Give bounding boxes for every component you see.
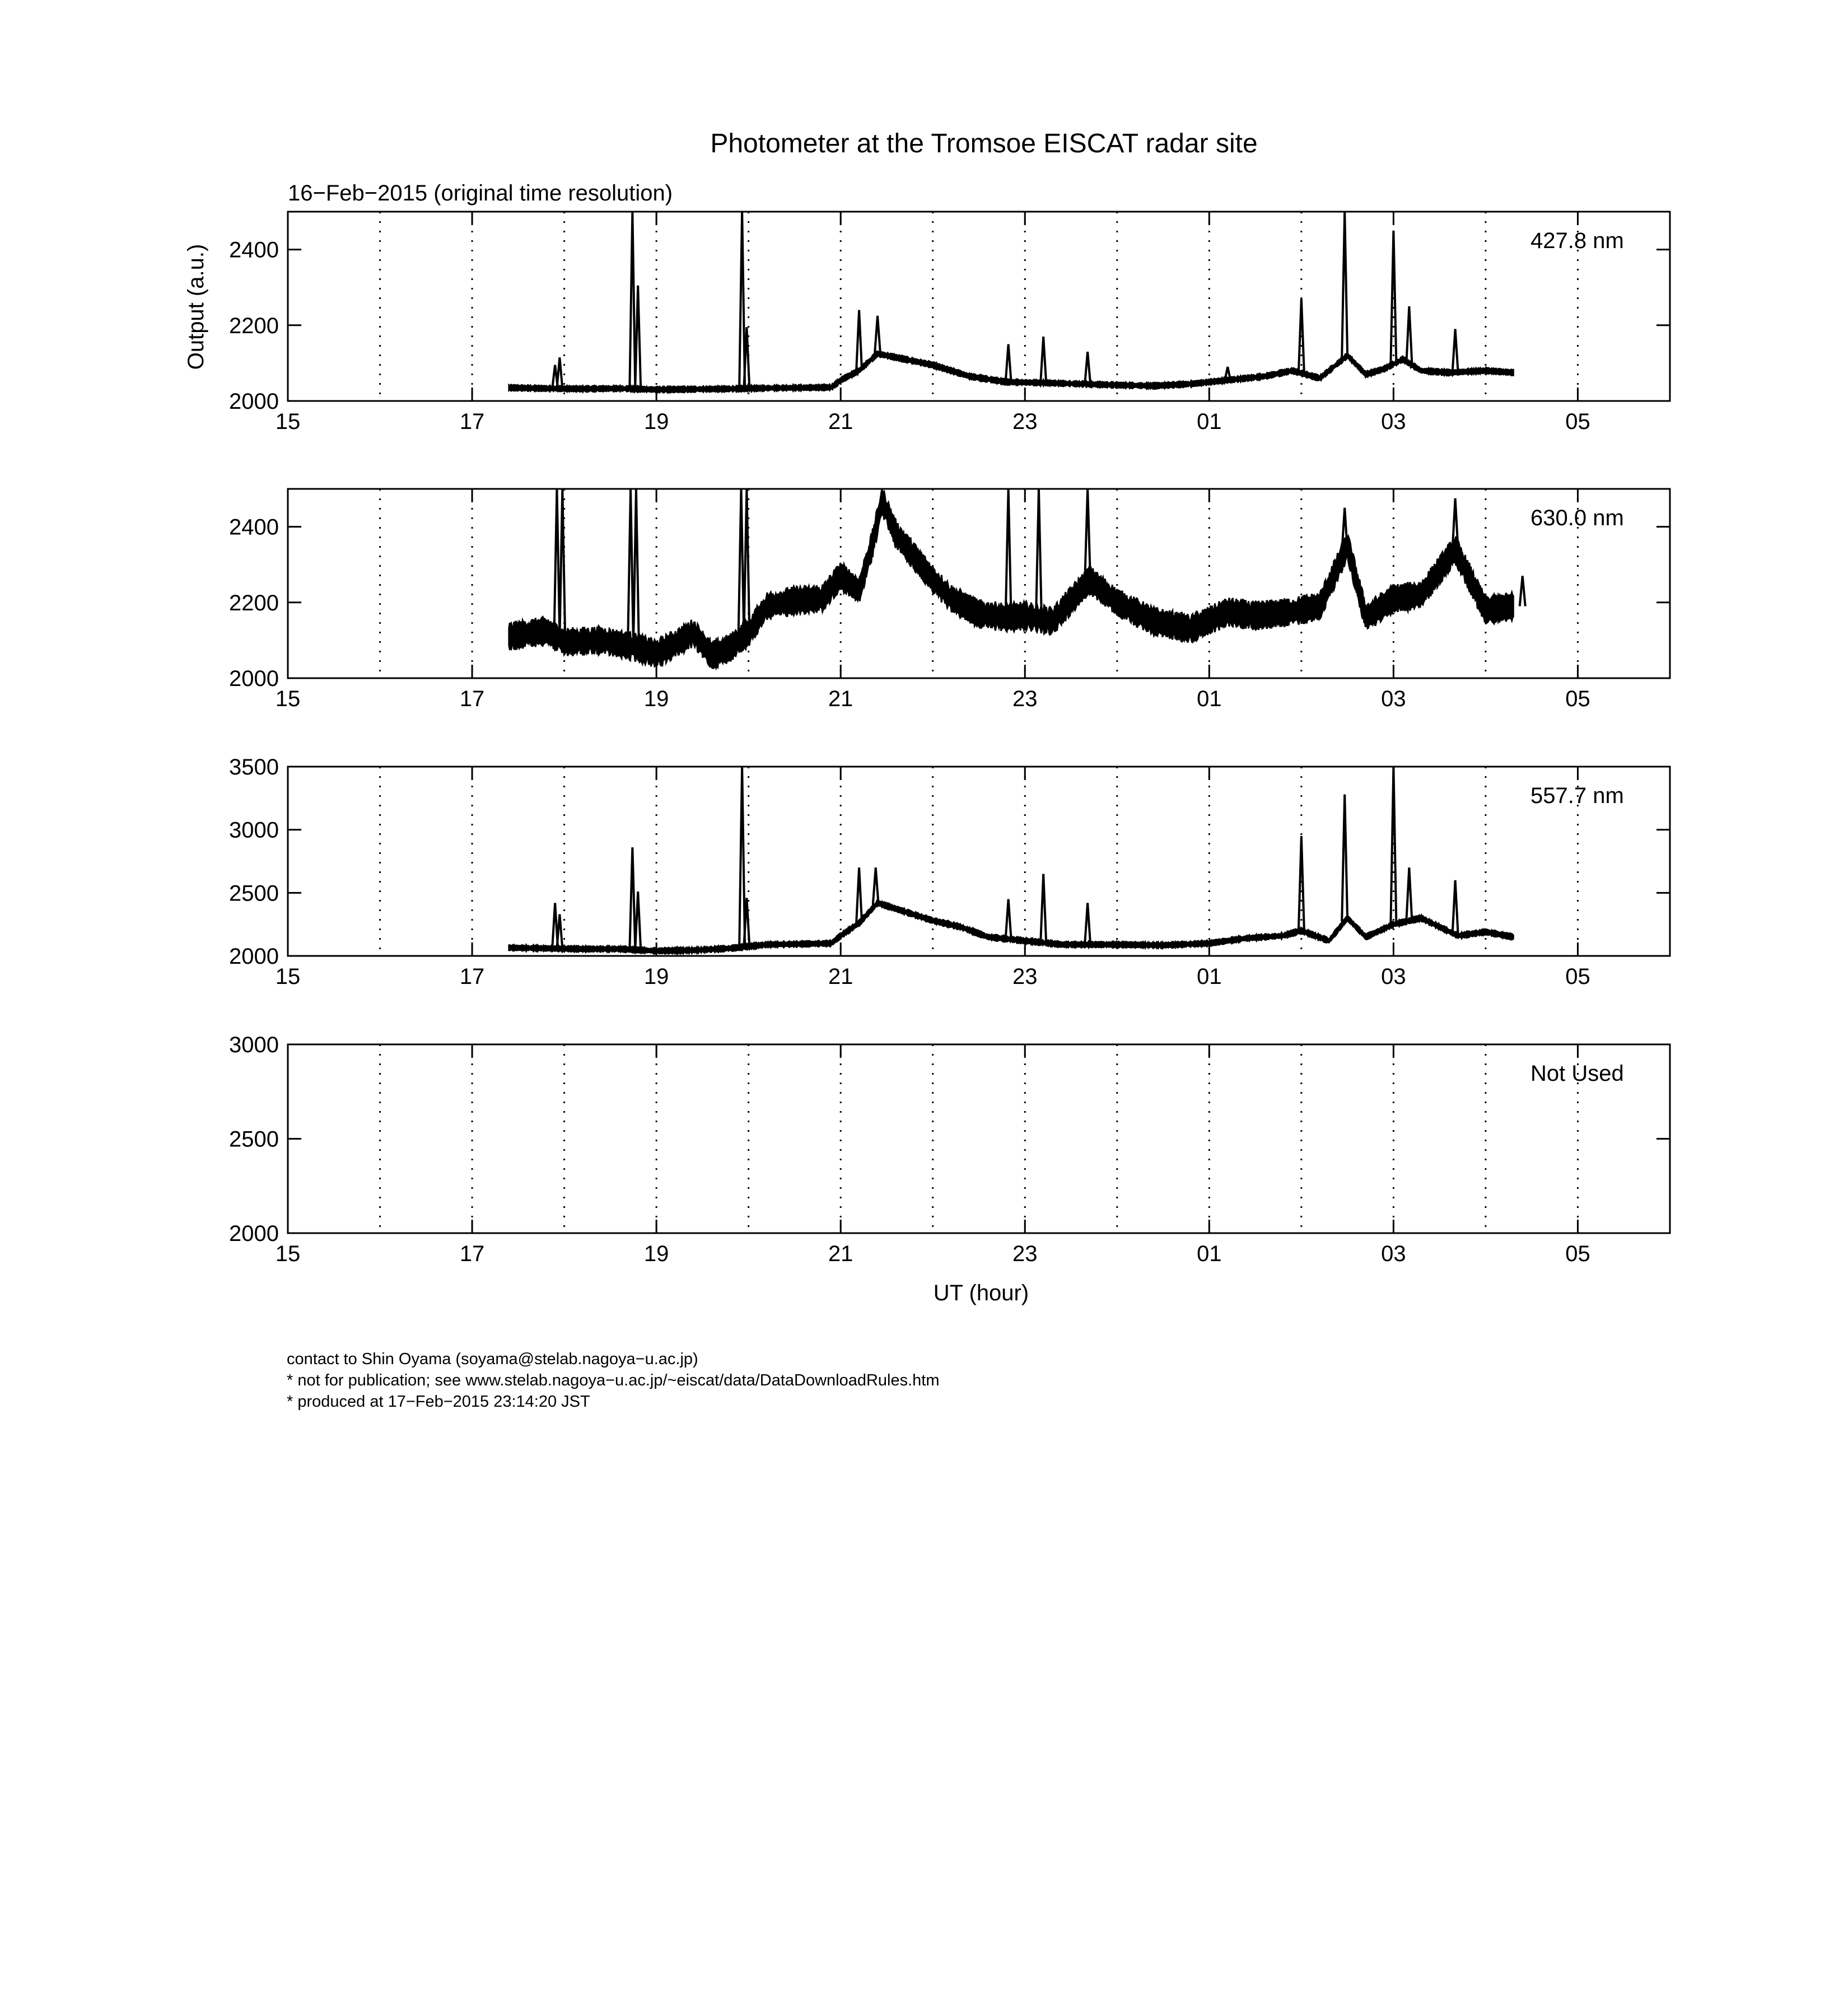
y-tick-label: 2000 [229, 944, 279, 969]
footer-notes [287, 1348, 940, 1412]
data-spike [1390, 231, 1396, 364]
data-spike [1006, 344, 1011, 382]
data-spike [1520, 576, 1525, 606]
x-tick-label: 21 [828, 409, 853, 434]
x-tick-label: 05 [1565, 1242, 1590, 1266]
x-tick-label: 23 [1012, 687, 1038, 711]
data-spike [1406, 867, 1412, 921]
axes-frame [288, 767, 1670, 956]
y-tick-label: 2200 [229, 590, 279, 615]
data-spike [629, 847, 635, 950]
y-axis-label: Output (a.u.) [184, 244, 208, 370]
x-tick-label: 01 [1197, 687, 1222, 711]
x-tick-label: 01 [1197, 964, 1222, 989]
x-tick-label: 15 [275, 964, 301, 989]
y-tick-label: 3000 [229, 1033, 279, 1057]
x-tick-label: 15 [275, 1242, 301, 1266]
x-tick-label: 19 [643, 409, 669, 434]
data-spike [635, 892, 641, 950]
footer-contact: contact to Shin Oyama (soyama@stelab.nagoya−u.ac.jp) [287, 1350, 698, 1368]
panel-wavelength-label: 427.8 nm [1530, 228, 1624, 253]
data-spike [557, 914, 562, 949]
data-spike [1040, 874, 1046, 943]
data-spike [1006, 489, 1011, 618]
panel-4 [229, 1033, 1670, 1266]
panel-wavelength-label: 630.0 nm [1530, 506, 1624, 530]
x-tick-label: 21 [828, 964, 853, 989]
data-spike [559, 489, 565, 641]
x-tick-label: 23 [1012, 964, 1038, 989]
data-spike [629, 212, 635, 389]
x-tick-label: 03 [1381, 687, 1406, 711]
data-spike [856, 310, 862, 371]
y-tick-label: 2400 [229, 515, 279, 540]
y-tick-label: 2200 [229, 313, 279, 338]
axes-frame [288, 1044, 1670, 1233]
data-spike [1036, 489, 1042, 619]
x-axis-label: UT (hour) [933, 1281, 1029, 1305]
x-tick-label: 05 [1565, 964, 1590, 989]
x-tick-label: 15 [275, 687, 301, 711]
chart-title: Photometer at the Tromsoe EISCAT radar site [710, 129, 1258, 158]
data-spike [744, 489, 749, 634]
x-tick-label: 15 [275, 409, 301, 434]
x-tick-label: 01 [1197, 1242, 1222, 1266]
y-tick-label: 2500 [229, 881, 279, 906]
x-tick-label: 17 [459, 409, 485, 434]
x-tick-label: 03 [1381, 1242, 1406, 1266]
y-tick-label: 2500 [229, 1127, 279, 1152]
panel-2 [229, 489, 1670, 711]
data-spike [628, 489, 633, 646]
x-tick-label: 01 [1197, 409, 1222, 434]
data-spike [1040, 337, 1046, 382]
data-spike [635, 286, 641, 389]
data-spike [1453, 880, 1458, 935]
x-tick-label: 21 [828, 1242, 853, 1266]
x-tick-label: 17 [459, 1242, 485, 1266]
y-tick-label: 2000 [229, 1221, 279, 1246]
data-spike [1453, 329, 1458, 372]
x-tick-label: 05 [1565, 409, 1590, 434]
y-tick-label: 3500 [229, 755, 279, 780]
panel-wavelength-label: 557.7 nm [1530, 783, 1624, 808]
data-spike [1085, 489, 1090, 582]
data-spike [875, 316, 880, 354]
data-spike [1342, 212, 1347, 358]
data-spike [1085, 903, 1090, 944]
y-tick-label: 2000 [229, 666, 279, 691]
x-tick-label: 19 [643, 687, 669, 711]
panel-1 [229, 212, 1670, 434]
y-tick-label: 3000 [229, 818, 279, 843]
panel-wavelength-label: Not Used [1530, 1061, 1624, 1086]
x-tick-label: 05 [1565, 687, 1590, 711]
data-spike [557, 357, 562, 389]
panels [229, 212, 1670, 1266]
x-tick-label: 21 [828, 687, 853, 711]
data-spike [633, 489, 639, 647]
data-spike [554, 489, 559, 638]
footer-publication-note: * not for publication; see www.stelab.nagoya−u.ac.jp/~eiscat/data/DataDownloadRules.htm [287, 1371, 940, 1389]
y-tick-label: 2000 [229, 389, 279, 414]
x-tick-label: 23 [1012, 409, 1038, 434]
y-tick-label: 2400 [229, 237, 279, 263]
data-spike [1299, 836, 1304, 931]
x-tick-label: 23 [1012, 1242, 1038, 1266]
x-tick-label: 17 [459, 687, 485, 711]
data-spike [873, 867, 879, 905]
x-tick-label: 19 [643, 964, 669, 989]
data-spike [1342, 795, 1347, 922]
x-tick-label: 03 [1381, 964, 1406, 989]
data-spike [739, 767, 745, 947]
x-tick-label: 17 [459, 964, 485, 989]
x-tick-label: 19 [643, 1242, 669, 1266]
data-spike [1406, 306, 1412, 363]
x-tick-label: 03 [1381, 409, 1406, 434]
chart-subtitle: 16−Feb−2015 (original time resolution) [288, 181, 673, 206]
panel-3 [229, 755, 1670, 989]
data-spike [856, 867, 862, 923]
data-spike [1085, 352, 1090, 384]
footer-produced-note: * produced at 17−Feb−2015 23:14:20 JST [287, 1393, 590, 1411]
data-spike [1006, 899, 1011, 939]
axes-frame [288, 489, 1670, 678]
